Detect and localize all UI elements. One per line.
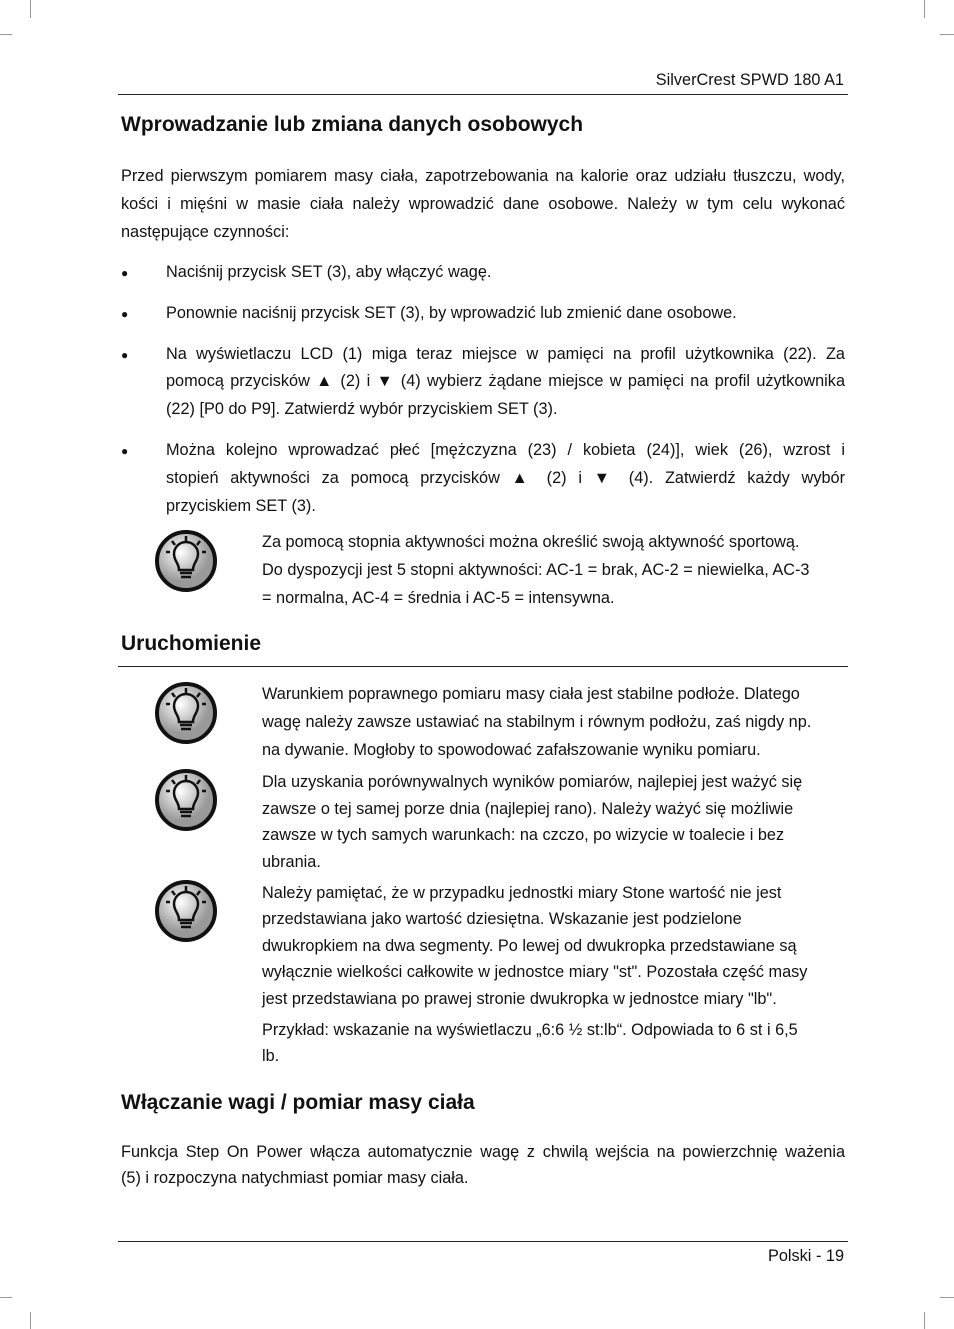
tip-line: lb.	[262, 1047, 280, 1065]
tip-line: Do dyspozycji jest 5 stopni aktywności: AC-1 = brak, AC-2 = niewielka, AC-3	[262, 561, 810, 579]
tip-line: dwukropkiem na dwa segmenty. Po lewej od dwukropka przedstawiane są	[262, 937, 797, 955]
lightbulb-tip-icon	[155, 880, 217, 942]
tip-line: wagę należy zawsze ustawiać na stabilnym i równym podłożu, zaś nigdy np.	[262, 713, 812, 731]
bullet-line: Można kolejno wprowadzać płeć [mężczyzna (23) / kobieta (24)], wiek (26), wzrost i	[166, 441, 845, 459]
tip-line: wyłącznie wielkości całkowite w jednostce miary "st". Pozostała część masy	[262, 963, 808, 981]
tip-line: ubrania.	[262, 853, 321, 871]
bullet-line: pomocą przycisków ▲ (2) i ▼ (4) wybierz żądane miejsce w pamięci na profil użytkownika	[166, 372, 845, 390]
tip-line: zawsze o tej samej porze dnia (najlepiej rano). Należy ważyć się możliwie	[262, 800, 794, 818]
section-title: Wprowadzanie lub zmiana danych osobowych	[121, 113, 584, 136]
lightbulb-tip-icon	[155, 530, 217, 592]
crop-mark	[924, 0, 925, 18]
crop-mark	[940, 34, 954, 35]
paragraph-line: Przed pierwszym pomiarem masy ciała, zapotrzebowania na kalorie oraz udziału tłuszczu, wody,	[121, 167, 845, 185]
tip-line: przedstawiana jako wartość dziesiętna. Wskazanie jest podzielone	[262, 910, 742, 928]
bullet: ●	[121, 307, 129, 321]
lightbulb-tip-icon	[155, 769, 217, 831]
paragraph-line: kości i mięśni w masie ciała należy wprowadzić dane osobowe. Należy w tym celu wykonać	[121, 195, 845, 213]
bullet-line: stopień aktywności za pomocą przycisków ▲ (2) i ▼ (4). Zatwierdź każdy wybór	[166, 469, 845, 487]
crop-mark	[940, 1297, 954, 1298]
section-title: Uruchomienie	[121, 632, 262, 655]
tip-line: Należy pamiętać, że w przypadku jednostki miary Stone wartość nie jest	[262, 884, 782, 902]
tip-line: = normalna, AC-4 = średnia i AC-5 = intensywna.	[262, 589, 615, 607]
footer-rule	[118, 1241, 848, 1242]
lightbulb-tip-icon	[155, 682, 217, 744]
bullet-line: (22) [P0 do P9]. Zatwierdź wybór przyciskiem SET (3).	[166, 400, 558, 418]
bullet-line: Ponownie naciśnij przycisk SET (3), by wprowadzić lub zmienić dane osobowe.	[166, 304, 737, 322]
tip-line: jest przedstawiana po prawej stronie dwukropka w jednostce miary "lb".	[262, 990, 777, 1008]
bullet: ●	[121, 444, 129, 458]
paragraph-line: Funkcja Step On Power włącza automatycznie wagę z chwilą wejścia na powierzchnię ważenia	[121, 1143, 845, 1161]
crop-mark	[924, 1312, 925, 1329]
bullet: ●	[121, 348, 129, 362]
bullet-line: Na wyświetlaczu LCD (1) miga teraz miejsce w pamięci na profil użytkownika (22). Za	[166, 345, 845, 363]
crop-mark	[0, 1297, 12, 1298]
header-rule	[118, 94, 848, 95]
page-number: Polski - 19	[767, 1247, 844, 1265]
tip-line: Dla uzyskania porównywalnych wyników pomiarów, najlepiej jest ważyć się	[262, 773, 803, 791]
header-product: SilverCrest SPWD 180 A1	[655, 71, 844, 89]
section-title: Włączanie wagi / pomiar masy ciała	[121, 1091, 475, 1114]
crop-mark	[0, 34, 12, 35]
bullet: ●	[121, 266, 129, 280]
crop-mark	[30, 0, 31, 18]
tip-line: Za pomocą stopnia aktywności można określić swoją aktywność sportową.	[262, 533, 800, 551]
crop-mark	[30, 1312, 31, 1329]
bullet-line: Naciśnij przycisk SET (3), aby włączyć wagę.	[166, 263, 492, 281]
tip-line: Przykład: wskazanie na wyświetlaczu „6:6 ½ st:lb“. Odpowiada to 6 st i 6,5	[262, 1021, 798, 1039]
tip-line: zawsze w tych samych warunkach: na czczo, po wizycie w toalecie i bez	[262, 826, 785, 844]
tip-line: Warunkiem poprawnego pomiaru masy ciała jest stabilne podłoże. Dlatego	[262, 685, 800, 703]
bullet-line: przyciskiem SET (3).	[166, 497, 316, 515]
tip-line: na dywanie. Mogłoby to spowodować zafałszowanie wyniku pomiaru.	[262, 741, 761, 759]
paragraph-line: następujące czynności:	[121, 223, 290, 241]
section-rule	[118, 666, 848, 667]
paragraph-line: (5) i rozpoczyna natychmiast pomiar masy ciała.	[121, 1169, 469, 1187]
